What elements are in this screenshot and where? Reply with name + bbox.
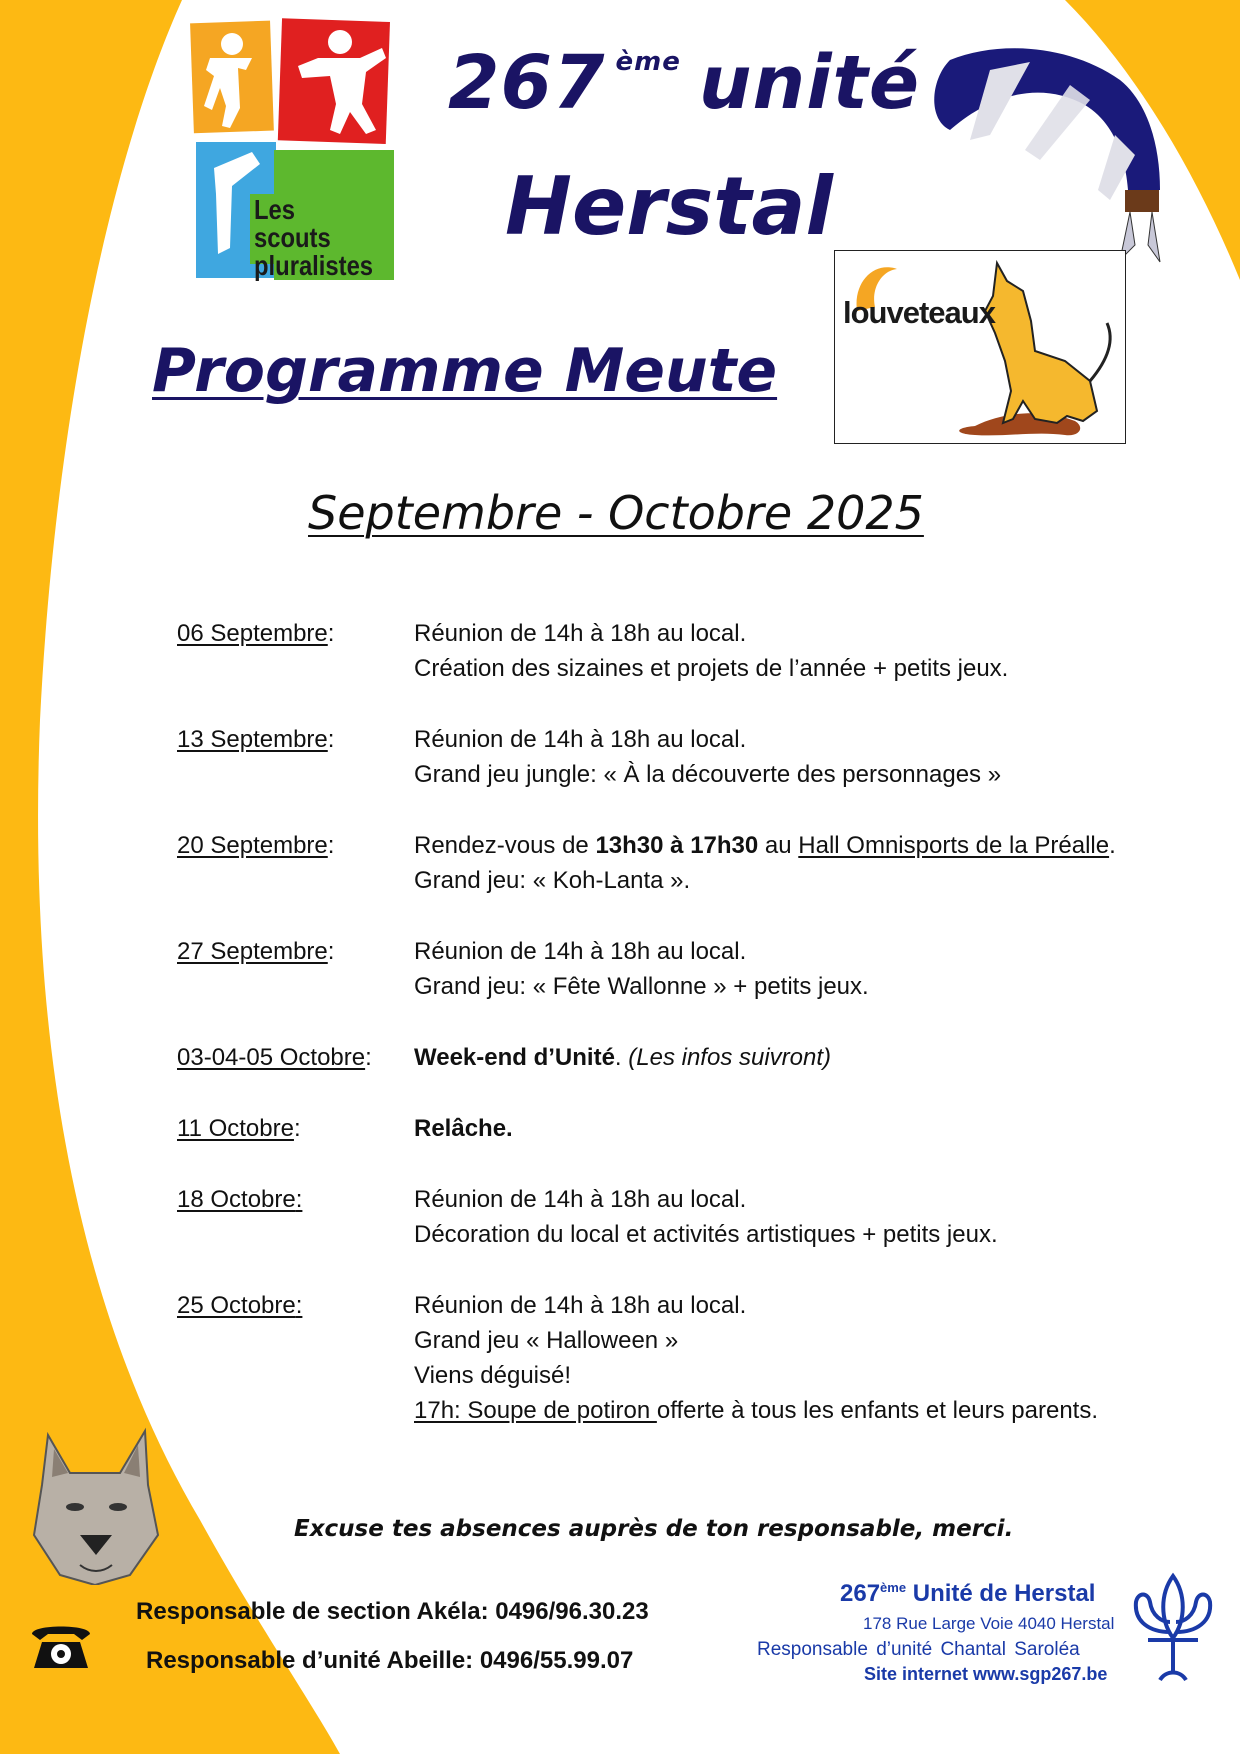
schedule-line: Réunion de 14h à 18h au local. (414, 1186, 747, 1213)
rdv-place: Hall Omnisports de la Préalle (798, 832, 1110, 859)
schedule-date: 13 Septembre: (177, 726, 335, 753)
footer-unit-name: 267ème Unité de Herstal (840, 1580, 1096, 1607)
schedule-date: 03-04-05 Octobre: (177, 1044, 372, 1071)
schedule-line: Grand jeu « Halloween » (414, 1327, 679, 1354)
rdv-time: 13h30 à 17h30 (595, 832, 759, 859)
schedule-line: Grand jeu: « Koh-Lanta ». (414, 867, 691, 894)
unit-title (448, 40, 920, 126)
unit-suffix: ème (615, 47, 681, 78)
telephone-icon (30, 1620, 92, 1670)
unit-number: 267 (448, 40, 606, 126)
schedule-line: Réunion de 14h à 18h au local. (414, 1292, 747, 1319)
schedule-line: Viens déguisé! (414, 1362, 572, 1389)
unit-word: unité (698, 40, 921, 126)
scout-scarf-icon (920, 40, 1210, 280)
louveteaux-logo (834, 250, 1126, 444)
schedule-line: Week-end d’Unité. (Les infos suivront) (414, 1044, 832, 1071)
louveteaux-label: louveteaux (843, 295, 995, 330)
schedule-list (177, 616, 1197, 1428)
schedule-date: 11 Octobre: (177, 1115, 301, 1142)
schedule-item (177, 722, 1197, 792)
schedule-item (177, 1288, 1197, 1428)
schedule-line: 17h: Soupe de potiron offerte à tous les enfants et leurs parents. (414, 1397, 1099, 1424)
schedule-item (177, 828, 1197, 898)
scouts-pluralistes-logo (190, 18, 400, 286)
schedule-date: 25 Octobre: (177, 1292, 303, 1319)
howling-wolf-icon (835, 251, 1125, 443)
schedule-line: Création des sizaines et projets de l’année + petits jeux. (414, 655, 1009, 682)
contact-unit-leader: Responsable d’unité Abeille: 0496/55.99.07 (146, 1647, 634, 1674)
contact-section-leader: Responsable de section Akéla: 0496/96.30.23 (136, 1598, 649, 1625)
excuse-note: Excuse tes absences auprès de ton responsable, merci. (294, 1516, 1014, 1542)
schedule-item (177, 1040, 1197, 1075)
wolf-face-icon (30, 1425, 160, 1585)
schedule-date: 18 Octobre: (177, 1186, 303, 1213)
footer-address: 178 Rue Large Voie 4040 Herstal (863, 1614, 1115, 1633)
schedule-date: 27 Septembre: (177, 938, 335, 965)
scouts-logo-line1: Les scouts (254, 194, 331, 253)
schedule-date: 06 Septembre: (177, 620, 335, 647)
town-title: Herstal (505, 160, 833, 253)
schedule-line: Réunion de 14h à 18h au local. (414, 620, 747, 647)
footer-responsible: Responsable d’unité Chantal Saroléa (757, 1639, 1080, 1660)
program-title: Programme Meute (152, 336, 778, 406)
fleur-de-lis-icon (1130, 1572, 1216, 1688)
schedule-item (177, 616, 1197, 686)
footer-website[interactable]: Site internet www.sgp267.be (864, 1664, 1108, 1684)
scouts-logo-label (254, 196, 378, 280)
schedule-line: Grand jeu jungle: « À la découverte des personnages » (414, 761, 1002, 788)
scouts-logo-line2: pluralistes (254, 250, 374, 281)
schedule-line: Grand jeu: « Fête Wallonne » + petits jeux. (414, 973, 869, 1000)
schedule-line: Décoration du local et activités artistiques + petits jeux. (414, 1221, 998, 1248)
schedule-line: Relâche. (414, 1115, 513, 1142)
schedule-line: Réunion de 14h à 18h au local. (414, 726, 747, 753)
program-period: Septembre - Octobre 2025 (308, 486, 924, 540)
schedule-item (177, 934, 1197, 1004)
schedule-line: Réunion de 14h à 18h au local. (414, 938, 747, 965)
schedule-item (177, 1111, 1197, 1146)
schedule-line: Rendez-vous de 13h30 à 17h30 au Hall Omnisports de la Préalle. (414, 832, 1116, 859)
schedule-date: 20 Septembre: (177, 832, 335, 859)
schedule-item (177, 1182, 1197, 1252)
